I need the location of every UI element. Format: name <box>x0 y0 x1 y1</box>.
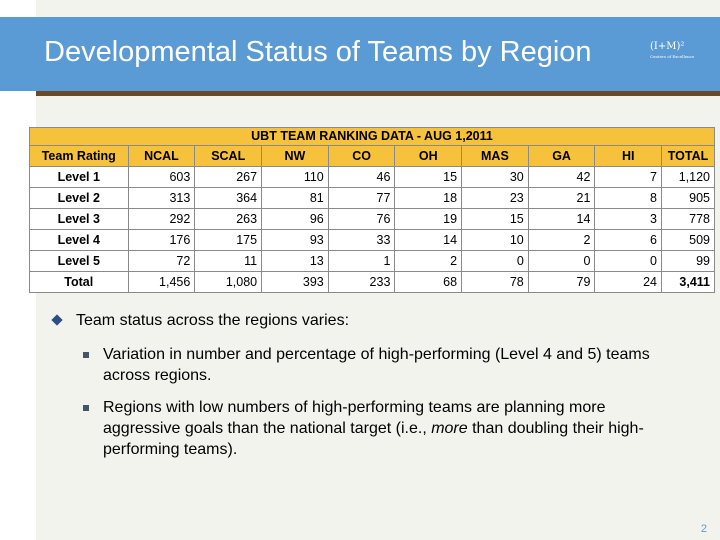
column-header: OH <box>395 146 462 167</box>
table-cell: 33 <box>328 230 395 251</box>
sub-bullet-text-end: than doubling their high-performing teams). <box>103 420 644 458</box>
table-cell: 0 <box>462 251 529 272</box>
table-total-row <box>30 272 715 293</box>
table-cell: 72 <box>128 251 195 272</box>
column-header: HI <box>595 146 662 167</box>
header-divider <box>36 91 720 96</box>
team-ranking-table <box>29 127 715 293</box>
sub-bullet-text-start: Regions with low numbers of high-performing teams are planning more aggressive goals than the national target (i.e., <box>103 399 606 437</box>
table-cell: 233 <box>328 272 395 293</box>
sub-bullet-item <box>50 344 670 386</box>
table-header-row <box>30 146 715 167</box>
diamond-bullet-icon <box>51 314 62 325</box>
table-cell: 3 <box>595 209 662 230</box>
sub-bullet-list <box>50 344 670 460</box>
column-header: NW <box>262 146 329 167</box>
bullet-item <box>50 310 670 331</box>
table-cell: 110 <box>262 167 329 188</box>
table-cell: 76 <box>328 209 395 230</box>
table-cell: 2 <box>528 230 595 251</box>
logo <box>650 42 694 59</box>
table-cell: 19 <box>395 209 462 230</box>
table-cell: 68 <box>395 272 462 293</box>
table-cell: 603 <box>128 167 195 188</box>
row-label: Level 1 <box>30 167 129 188</box>
table-cell: 11 <box>195 251 262 272</box>
row-label: Level 2 <box>30 188 129 209</box>
table-cell: 15 <box>462 209 529 230</box>
table-cell: 8 <box>595 188 662 209</box>
table-cell: 13 <box>262 251 329 272</box>
table-cell: 77 <box>328 188 395 209</box>
table-cell: 0 <box>595 251 662 272</box>
table-row <box>30 251 715 272</box>
table-cell: 15 <box>395 167 462 188</box>
table-cell: 1,120 <box>662 167 715 188</box>
column-header: SCAL <box>195 146 262 167</box>
row-label: Total <box>30 272 129 293</box>
table-cell: 7 <box>595 167 662 188</box>
bullet-text: Team status across the regions varies: <box>76 312 350 329</box>
table-row <box>30 209 715 230</box>
table-cell: 81 <box>262 188 329 209</box>
column-header: CO <box>328 146 395 167</box>
table-cell: 0 <box>528 251 595 272</box>
table-cell: 23 <box>462 188 529 209</box>
table-row <box>30 167 715 188</box>
table-cell: 10 <box>462 230 529 251</box>
sub-bullet-item <box>50 397 670 460</box>
square-bullet-icon <box>83 352 89 358</box>
table-cell: 96 <box>262 209 329 230</box>
logo-mark: (I+M)² <box>650 41 685 52</box>
table-cell: 6 <box>595 230 662 251</box>
table-cell: 393 <box>262 272 329 293</box>
bullet-list <box>50 310 670 471</box>
table-cell: 18 <box>395 188 462 209</box>
table-cell: 905 <box>662 188 715 209</box>
table-cell: 78 <box>462 272 529 293</box>
table-cell: 14 <box>528 209 595 230</box>
table-cell: 175 <box>195 230 262 251</box>
logo-tagline: Centers of Excellence <box>650 54 695 59</box>
column-header: GA <box>528 146 595 167</box>
table-cell: 778 <box>662 209 715 230</box>
table-cell: 24 <box>595 272 662 293</box>
table-cell: 313 <box>128 188 195 209</box>
column-header: NCAL <box>128 146 195 167</box>
table-caption: UBT TEAM RANKING DATA - AUG 1,2011 <box>30 128 715 146</box>
table-row <box>30 230 715 251</box>
square-bullet-icon <box>83 405 89 411</box>
emphasis-text: more <box>431 420 468 437</box>
table-cell: 21 <box>528 188 595 209</box>
row-label: Level 3 <box>30 209 129 230</box>
table-cell: 176 <box>128 230 195 251</box>
table-cell: 99 <box>662 251 715 272</box>
table-cell: 14 <box>395 230 462 251</box>
table-cell: 2 <box>395 251 462 272</box>
table-cell: 1 <box>328 251 395 272</box>
table-cell: 509 <box>662 230 715 251</box>
column-header: Team Rating <box>30 146 129 167</box>
column-header: MAS <box>462 146 529 167</box>
page-number: 2 <box>700 523 707 535</box>
row-label: Level 4 <box>30 230 129 251</box>
table-cell: 263 <box>195 209 262 230</box>
page-title: Developmental Status of Teams by Region <box>44 36 592 68</box>
table-cell: 1,456 <box>128 272 195 293</box>
grand-total-cell: 3,411 <box>662 272 715 293</box>
table-cell: 79 <box>528 272 595 293</box>
table-cell: 267 <box>195 167 262 188</box>
table-cell: 1,080 <box>195 272 262 293</box>
table-cell: 46 <box>328 167 395 188</box>
table-cell: 30 <box>462 167 529 188</box>
sub-bullet-text: Variation in number and percentage of high-performing (Level 4 and 5) teams across regions. <box>103 346 650 384</box>
table-cell: 364 <box>195 188 262 209</box>
table-cell: 292 <box>128 209 195 230</box>
table-cell: 42 <box>528 167 595 188</box>
column-header: TOTAL <box>662 146 715 167</box>
row-label: Level 5 <box>30 251 129 272</box>
table-cell: 93 <box>262 230 329 251</box>
table-row <box>30 188 715 209</box>
